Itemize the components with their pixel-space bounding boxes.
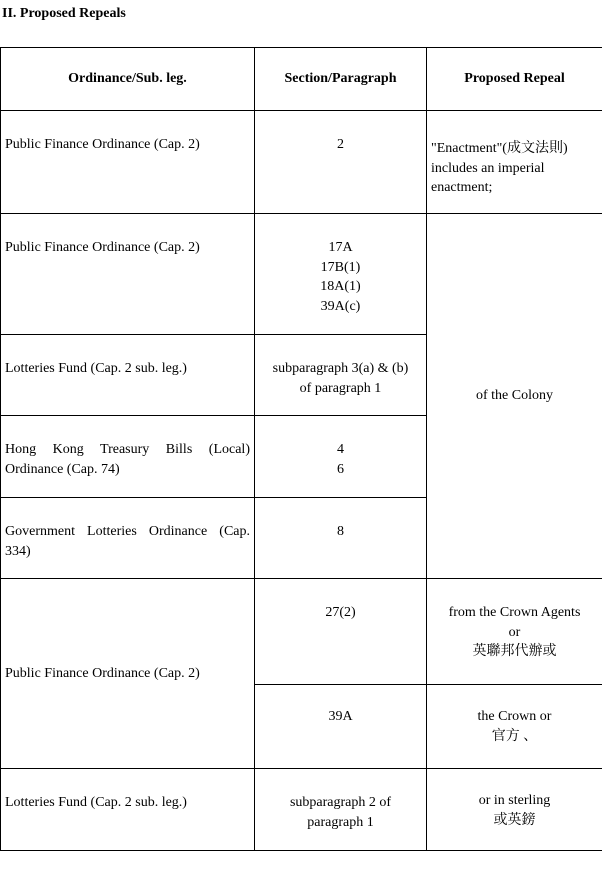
section-line: 2 bbox=[337, 137, 344, 152]
section-cell bbox=[255, 335, 427, 416]
section-cell bbox=[255, 498, 427, 579]
table-row bbox=[1, 214, 602, 335]
section-line: 17B(1) bbox=[320, 259, 361, 275]
table-row bbox=[1, 769, 602, 851]
repeal-cell bbox=[427, 685, 602, 769]
ordinance-cell: Lotteries Fund (Cap. 2 sub. leg.) bbox=[1, 769, 255, 851]
section-heading: II. Proposed Repeals bbox=[2, 6, 126, 21]
ordinance-cell: Lotteries Fund (Cap. 2 sub. leg.) bbox=[1, 335, 255, 416]
section-line: 27(2) bbox=[325, 605, 356, 620]
section-cell bbox=[255, 111, 427, 214]
section-line: 17A bbox=[328, 240, 353, 255]
proposed-repeals-table bbox=[0, 47, 602, 851]
repeal-cell bbox=[427, 111, 602, 214]
section-cell bbox=[255, 214, 427, 335]
column-header-section: Section/Paragraph bbox=[255, 48, 427, 111]
repeal-line: 英聯邦代辦或 bbox=[472, 644, 557, 659]
repeal-line: 或英鎊 bbox=[493, 812, 536, 828]
section-line: subparagraph 2 of bbox=[289, 795, 392, 810]
ordinance-cell: Hong Kong Treasury Bills (Local) Ordinance (Cap. 74) bbox=[1, 416, 255, 498]
table-row bbox=[1, 111, 602, 214]
section-line: 4 bbox=[337, 442, 344, 457]
column-header-ordinance: Ordinance/Sub. leg. bbox=[1, 48, 255, 111]
section-cell bbox=[255, 416, 427, 498]
repeal-cell bbox=[427, 579, 602, 685]
section-line: 39A(c) bbox=[320, 298, 361, 314]
repeal-line: from the Crown Agents bbox=[448, 605, 581, 620]
table-header-row bbox=[1, 48, 602, 111]
section-line: 39A bbox=[328, 709, 353, 724]
table-row bbox=[1, 579, 602, 685]
section-cell bbox=[255, 685, 427, 769]
section-line: paragraph 1 bbox=[307, 814, 374, 830]
section-line: 18A(1) bbox=[320, 279, 361, 294]
section-cell bbox=[255, 769, 427, 851]
repeal-line: "Enactment"(成文法則) bbox=[431, 141, 568, 156]
repeal-line: 官方 、 bbox=[491, 728, 538, 744]
section-line: of paragraph 1 bbox=[299, 380, 382, 396]
repeal-line: enactment; bbox=[431, 180, 493, 195]
repeal-line: the Crown or bbox=[477, 709, 552, 724]
section-line: 8 bbox=[337, 524, 344, 539]
ordinance-cell: Government Lotteries Ordinance (Cap. 334) bbox=[1, 498, 255, 579]
repeal-cell bbox=[427, 769, 602, 851]
section-line: subparagraph 3(a) & (b) bbox=[272, 361, 409, 376]
repeal-line: or in sterling bbox=[478, 793, 551, 808]
shared-repeal-cell: of the Colony bbox=[427, 214, 602, 579]
ordinance-cell: Public Finance Ordinance (Cap. 2) bbox=[1, 111, 255, 214]
repeal-line: includes an imperial bbox=[431, 160, 545, 176]
section-cell bbox=[255, 579, 427, 685]
repeal-line: or bbox=[508, 624, 521, 640]
column-header-repeal: Proposed Repeal bbox=[427, 48, 602, 111]
ordinance-cell: Public Finance Ordinance (Cap. 2) bbox=[1, 214, 255, 335]
ordinance-cell: Public Finance Ordinance (Cap. 2) bbox=[1, 579, 255, 769]
section-line: 6 bbox=[337, 461, 344, 477]
